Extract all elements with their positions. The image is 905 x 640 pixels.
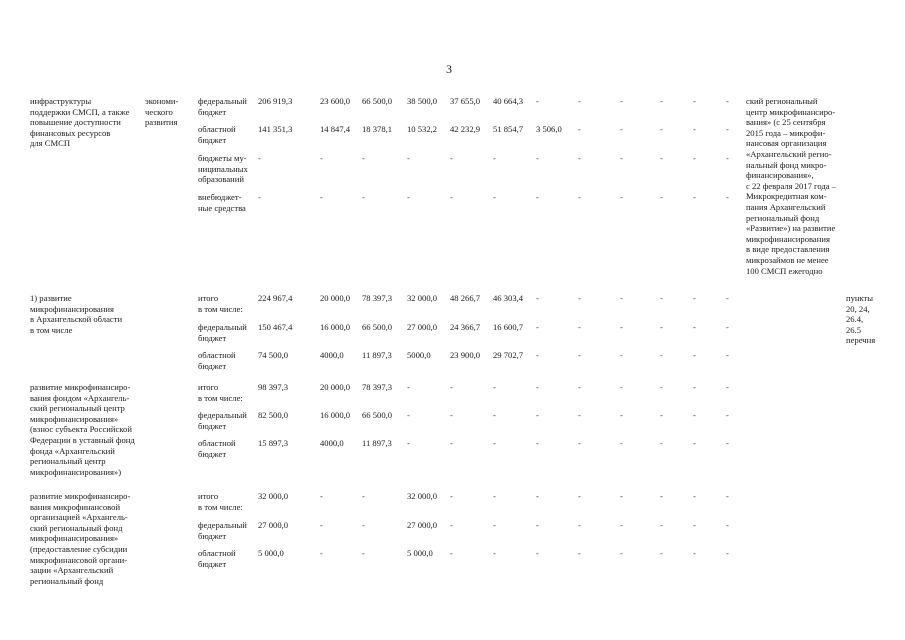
empty-value-dash: - bbox=[578, 124, 581, 134]
amount-value: 206 919,3 bbox=[258, 96, 293, 106]
empty-value-dash: - bbox=[493, 410, 496, 420]
amount-value: 29 702,7 bbox=[493, 350, 524, 360]
empty-value-dash: - bbox=[536, 548, 539, 558]
empty-value-dash: - bbox=[726, 350, 729, 360]
measure-title-line: микрофинансирования») bbox=[30, 466, 122, 477]
empty-value-dash: - bbox=[320, 491, 323, 501]
funding-source-line: областной bbox=[198, 350, 236, 360]
empty-value-dash: - bbox=[493, 382, 496, 392]
empty-value-dash: - bbox=[693, 192, 696, 202]
measure-title-line: повышение доступности bbox=[30, 117, 121, 128]
empty-value-dash: - bbox=[726, 192, 729, 202]
empty-value-dash: - bbox=[620, 438, 623, 448]
empty-value-dash: - bbox=[693, 96, 696, 106]
amount-value: 5 000,0 bbox=[258, 548, 284, 558]
funding-source-line: бюджет bbox=[198, 134, 227, 145]
empty-value-dash: - bbox=[536, 438, 539, 448]
empty-value-dash: - bbox=[320, 192, 323, 202]
empty-value-dash: - bbox=[450, 548, 453, 558]
measure-title-line: зации «Архангельский bbox=[30, 565, 114, 576]
funding-source-line: внебюджет- bbox=[198, 192, 242, 202]
executor-line: развития bbox=[145, 117, 178, 128]
empty-value-dash: - bbox=[660, 382, 663, 392]
empty-value-dash: - bbox=[578, 192, 581, 202]
empty-value-dash: - bbox=[493, 491, 496, 501]
funding-source-line: федеральный bbox=[198, 322, 247, 332]
empty-value-dash: - bbox=[726, 293, 729, 303]
empty-value-dash: - bbox=[450, 192, 453, 202]
funding-source-line: итого bbox=[198, 382, 219, 392]
amount-value: 16 000,0 bbox=[320, 410, 351, 420]
amount-value: 5 000,0 bbox=[407, 548, 433, 558]
funding-source-line: образований bbox=[198, 174, 244, 185]
empty-value-dash: - bbox=[320, 520, 323, 530]
empty-value-dash: - bbox=[578, 382, 581, 392]
empty-value-dash: - bbox=[693, 410, 696, 420]
expected-result-line: региональный фонд bbox=[746, 212, 820, 223]
measure-title-line: организацией «Архангель- bbox=[30, 512, 128, 523]
amount-value: 11 897,3 bbox=[362, 438, 392, 448]
measure-title-line: поддержки СМСП, а также bbox=[30, 106, 130, 117]
empty-value-dash: - bbox=[536, 192, 539, 202]
empty-value-dash: - bbox=[693, 548, 696, 558]
amount-value: 14 847,4 bbox=[320, 124, 351, 134]
amount-value: 141 351,3 bbox=[258, 124, 293, 134]
empty-value-dash: - bbox=[578, 491, 581, 501]
empty-value-dash: - bbox=[407, 153, 410, 163]
empty-value-dash: - bbox=[620, 96, 623, 106]
funding-source-line: в том числе: bbox=[198, 392, 243, 403]
funding-source-line: итого bbox=[198, 293, 219, 303]
empty-value-dash: - bbox=[493, 192, 496, 202]
empty-value-dash: - bbox=[726, 438, 729, 448]
empty-value-dash: - bbox=[620, 410, 623, 420]
empty-value-dash: - bbox=[693, 438, 696, 448]
empty-value-dash: - bbox=[693, 322, 696, 332]
funding-source-line: областной bbox=[198, 124, 236, 134]
empty-value-dash: - bbox=[493, 548, 496, 558]
empty-value-dash: - bbox=[320, 548, 323, 558]
amount-value: 32 000,0 bbox=[407, 293, 438, 303]
expected-result-line: финансирования», bbox=[746, 170, 814, 181]
empty-value-dash: - bbox=[362, 520, 365, 530]
expected-result-line: «Архангельский регио- bbox=[746, 149, 832, 159]
empty-value-dash: - bbox=[536, 153, 539, 163]
empty-value-dash: - bbox=[660, 124, 663, 134]
empty-value-dash: - bbox=[450, 491, 453, 501]
amount-value: 66 500,0 bbox=[362, 96, 393, 106]
empty-value-dash: - bbox=[693, 293, 696, 303]
empty-value-dash: - bbox=[693, 382, 696, 392]
empty-value-dash: - bbox=[726, 491, 729, 501]
empty-value-dash: - bbox=[578, 438, 581, 448]
amount-value: 38 500,0 bbox=[407, 96, 438, 106]
amount-value: 23 900,0 bbox=[450, 350, 481, 360]
executor-line: ческого bbox=[145, 106, 173, 117]
amount-value: 224 967,4 bbox=[258, 293, 293, 303]
empty-value-dash: - bbox=[620, 520, 623, 530]
empty-value-dash: - bbox=[726, 520, 729, 530]
empty-value-dash: - bbox=[620, 548, 623, 558]
expected-result-line: Микрокредитная ком- bbox=[746, 191, 827, 202]
empty-value-dash: - bbox=[620, 350, 623, 360]
expected-result-line: 2015 года – микрофи- bbox=[746, 127, 826, 138]
empty-value-dash: - bbox=[578, 293, 581, 303]
empty-value-dash: - bbox=[536, 322, 539, 332]
empty-value-dash: - bbox=[726, 548, 729, 558]
amount-value: 5000,0 bbox=[407, 350, 431, 360]
amount-value: 32 000,0 bbox=[258, 491, 289, 501]
funding-source-line: в том числе: bbox=[198, 303, 243, 314]
measure-title-line: 1) развитие bbox=[30, 293, 72, 303]
amount-value: 51 854,7 bbox=[493, 124, 524, 134]
expected-result-line: вания» (с 25 сентября bbox=[746, 117, 826, 128]
page-number: 3 bbox=[446, 62, 452, 76]
measure-title-line: в том числе bbox=[30, 324, 73, 335]
measure-title-line: ский региональный центр bbox=[30, 403, 125, 414]
empty-value-dash: - bbox=[660, 548, 663, 558]
empty-value-dash: - bbox=[693, 124, 696, 134]
measure-title-line: вания фондом «Архангель- bbox=[30, 392, 130, 403]
empty-value-dash: - bbox=[536, 382, 539, 392]
expected-result-line: ский региональный bbox=[746, 96, 818, 106]
amount-value: 40 664,3 bbox=[493, 96, 524, 106]
amount-value: 3 506,0 bbox=[536, 124, 562, 134]
funding-source-line: ные средства bbox=[198, 202, 246, 213]
empty-value-dash: - bbox=[407, 438, 410, 448]
empty-value-dash: - bbox=[536, 520, 539, 530]
amount-value: 66 500,0 bbox=[362, 410, 393, 420]
empty-value-dash: - bbox=[726, 382, 729, 392]
measure-title-line: микрофинансирования bbox=[30, 303, 114, 314]
measure-title-line: (взнос субъекта Российской bbox=[30, 424, 132, 435]
reference-note-line: 26.5 bbox=[846, 324, 862, 335]
empty-value-dash: - bbox=[660, 438, 663, 448]
empty-value-dash: - bbox=[536, 293, 539, 303]
amount-value: 20 000,0 bbox=[320, 293, 351, 303]
reference-note-line: пункты bbox=[846, 293, 874, 303]
amount-value: 27 000,0 bbox=[407, 520, 438, 530]
empty-value-dash: - bbox=[407, 192, 410, 202]
empty-value-dash: - bbox=[620, 192, 623, 202]
amount-value: 27 000,0 bbox=[407, 322, 438, 332]
empty-value-dash: - bbox=[578, 350, 581, 360]
funding-source-line: бюджет bbox=[198, 448, 227, 459]
empty-value-dash: - bbox=[362, 192, 365, 202]
empty-value-dash: - bbox=[536, 350, 539, 360]
empty-value-dash: - bbox=[450, 520, 453, 530]
amount-value: 46 303,4 bbox=[493, 293, 524, 303]
measure-title-line: Федерации в уставный фонд bbox=[30, 435, 135, 445]
empty-value-dash: - bbox=[362, 153, 365, 163]
empty-value-dash: - bbox=[362, 491, 365, 501]
empty-value-dash: - bbox=[578, 153, 581, 163]
empty-value-dash: - bbox=[660, 491, 663, 501]
expected-result-line: пания Архангельский bbox=[746, 202, 826, 212]
measure-title-line: развитие микрофинансиро- bbox=[30, 491, 131, 501]
empty-value-dash: - bbox=[620, 153, 623, 163]
expected-result-line: 100 СМСП ежегодно bbox=[746, 265, 823, 276]
amount-value: 66 500,0 bbox=[362, 322, 393, 332]
amount-value: 150 467,4 bbox=[258, 322, 293, 332]
funding-source-line: федеральный bbox=[198, 410, 247, 420]
empty-value-dash: - bbox=[620, 124, 623, 134]
amount-value: 82 500,0 bbox=[258, 410, 289, 420]
empty-value-dash: - bbox=[578, 548, 581, 558]
empty-value-dash: - bbox=[620, 322, 623, 332]
measure-title-line: микрофинансовой органи- bbox=[30, 554, 128, 565]
reference-note-line: 26.4, bbox=[846, 314, 864, 325]
amount-value: 15 897,3 bbox=[258, 438, 289, 448]
empty-value-dash: - bbox=[536, 96, 539, 106]
amount-value: 4000,0 bbox=[320, 438, 344, 448]
empty-value-dash: - bbox=[726, 124, 729, 134]
measure-title-line: инфраструктуры bbox=[30, 96, 92, 106]
amount-value: 37 655,0 bbox=[450, 96, 481, 106]
funding-source-line: бюджет bbox=[198, 558, 227, 569]
amount-value: 20 000,0 bbox=[320, 382, 351, 392]
expected-result-line: микрофинансирования bbox=[746, 233, 830, 244]
amount-value: 78 397,3 bbox=[362, 382, 393, 392]
empty-value-dash: - bbox=[620, 491, 623, 501]
funding-source-line: в том числе: bbox=[198, 501, 243, 512]
amount-value: 16 600,7 bbox=[493, 322, 524, 332]
empty-value-dash: - bbox=[726, 322, 729, 332]
expected-result-line: нальный фонд микро- bbox=[746, 159, 827, 170]
empty-value-dash: - bbox=[693, 350, 696, 360]
measure-title-line: микрофинансирования» bbox=[30, 413, 119, 424]
amount-value: 32 000,0 bbox=[407, 491, 438, 501]
amount-value: 78 397,3 bbox=[362, 293, 393, 303]
expected-result-line: нансовая организация bbox=[746, 138, 827, 149]
empty-value-dash: - bbox=[660, 520, 663, 530]
empty-value-dash: - bbox=[493, 520, 496, 530]
funding-source-line: ниципальных bbox=[198, 163, 248, 174]
funding-source-line: бюджеты му- bbox=[198, 153, 247, 163]
empty-value-dash: - bbox=[726, 153, 729, 163]
reference-note-line: 20, 24, bbox=[846, 303, 870, 314]
amount-value: 48 266,7 bbox=[450, 293, 481, 303]
funding-source-line: бюджет bbox=[198, 332, 227, 343]
amount-value: 74 500,0 bbox=[258, 350, 289, 360]
measure-title-line: региональный центр bbox=[30, 456, 106, 467]
empty-value-dash: - bbox=[660, 153, 663, 163]
empty-value-dash: - bbox=[362, 548, 365, 558]
funding-source-line: бюджет bbox=[198, 420, 227, 431]
empty-value-dash: - bbox=[450, 438, 453, 448]
measure-title-line: развитие микрофинансиро- bbox=[30, 382, 131, 392]
funding-source-line: бюджет bbox=[198, 360, 227, 371]
empty-value-dash: - bbox=[450, 410, 453, 420]
measure-title-line: региональный фонд bbox=[30, 575, 104, 586]
empty-value-dash: - bbox=[450, 153, 453, 163]
expected-result-line: центр микрофинансиро- bbox=[746, 106, 836, 117]
empty-value-dash: - bbox=[258, 153, 261, 163]
measure-title-line: финансовых ресурсов bbox=[30, 127, 111, 138]
measure-title-line: в Архангельской области bbox=[30, 314, 123, 325]
empty-value-dash: - bbox=[407, 382, 410, 392]
amount-value: 10 532,2 bbox=[407, 124, 438, 134]
empty-value-dash: - bbox=[536, 491, 539, 501]
amount-value: 4000,0 bbox=[320, 350, 344, 360]
expected-result-line: в виде предоставления bbox=[746, 244, 830, 255]
measure-title-line: микрофинансирования» bbox=[30, 533, 119, 544]
expected-result-line: «Развитие») на развитие bbox=[746, 223, 836, 234]
empty-value-dash: - bbox=[693, 520, 696, 530]
amount-value: 18 378,1 bbox=[362, 124, 393, 134]
funding-source-line: федеральный bbox=[198, 96, 247, 106]
empty-value-dash: - bbox=[578, 96, 581, 106]
empty-value-dash: - bbox=[660, 192, 663, 202]
empty-value-dash: - bbox=[660, 293, 663, 303]
empty-value-dash: - bbox=[493, 438, 496, 448]
executor-line: экономи- bbox=[145, 96, 179, 106]
empty-value-dash: - bbox=[660, 322, 663, 332]
empty-value-dash: - bbox=[726, 96, 729, 106]
funding-source-line: областной bbox=[198, 438, 236, 448]
funding-source-line: итого bbox=[198, 491, 219, 501]
amount-value: 23 600,0 bbox=[320, 96, 351, 106]
empty-value-dash: - bbox=[320, 153, 323, 163]
empty-value-dash: - bbox=[407, 410, 410, 420]
empty-value-dash: - bbox=[258, 192, 261, 202]
empty-value-dash: - bbox=[620, 293, 623, 303]
empty-value-dash: - bbox=[578, 520, 581, 530]
amount-value: 27 000,0 bbox=[258, 520, 289, 530]
funding-source-line: областной bbox=[198, 548, 236, 558]
funding-source-line: бюджет bbox=[198, 530, 227, 541]
amount-value: 11 897,3 bbox=[362, 350, 392, 360]
empty-value-dash: - bbox=[693, 491, 696, 501]
reference-note-line: перечня bbox=[846, 335, 876, 346]
empty-value-dash: - bbox=[660, 350, 663, 360]
amount-value: 42 232,9 bbox=[450, 124, 481, 134]
amount-value: 24 366,7 bbox=[450, 322, 481, 332]
empty-value-dash: - bbox=[660, 410, 663, 420]
funding-source-line: федеральный bbox=[198, 520, 247, 530]
empty-value-dash: - bbox=[726, 410, 729, 420]
empty-value-dash: - bbox=[620, 382, 623, 392]
expected-result-line: микрозаймов не менее bbox=[746, 255, 829, 265]
empty-value-dash: - bbox=[536, 410, 539, 420]
measure-title-line: фонда «Архангельский bbox=[30, 445, 115, 456]
empty-value-dash: - bbox=[493, 153, 496, 163]
measure-title-line: вания микрофинансовой bbox=[30, 501, 121, 512]
measure-title-line: ский региональный фонд bbox=[30, 522, 123, 533]
empty-value-dash: - bbox=[693, 153, 696, 163]
empty-value-dash: - bbox=[578, 410, 581, 420]
expected-result-line: с 22 февраля 2017 года – bbox=[746, 180, 837, 191]
measure-title-line: для СМСП bbox=[30, 138, 71, 149]
measure-title-line: (предоставление субсидии bbox=[30, 544, 128, 554]
empty-value-dash: - bbox=[660, 96, 663, 106]
amount-value: 16 000,0 bbox=[320, 322, 351, 332]
empty-value-dash: - bbox=[578, 322, 581, 332]
empty-value-dash: - bbox=[450, 382, 453, 392]
amount-value: 98 397,3 bbox=[258, 382, 289, 392]
funding-source-line: бюджет bbox=[198, 106, 227, 117]
